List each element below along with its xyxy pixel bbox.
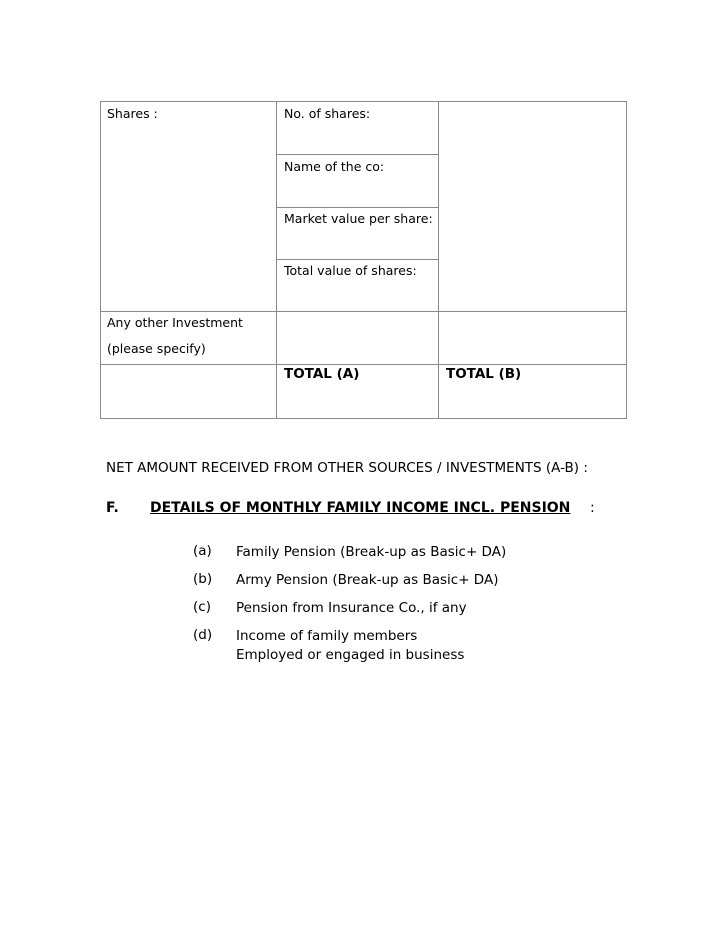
section-title: DETAILS OF MONTHLY FAMILY INCOME INCL. PENSION bbox=[150, 500, 571, 516]
list-item-marker: (b) bbox=[193, 571, 213, 587]
table-divider bbox=[276, 207, 438, 208]
other-investment-label: Any other Investment bbox=[107, 315, 243, 330]
other-investment-note: (please specify) bbox=[107, 341, 206, 356]
list-item-marker: (d) bbox=[193, 627, 213, 643]
list-item-marker: (c) bbox=[193, 599, 211, 615]
list-item-text-continued: Employed or engaged in business bbox=[236, 647, 465, 663]
market-value-label: Market value per share: bbox=[284, 211, 433, 226]
table-divider bbox=[101, 364, 626, 365]
net-amount-heading: NET AMOUNT RECEIVED FROM OTHER SOURCES / INVESTMENTS (A-B) : bbox=[106, 460, 588, 476]
no-of-shares-label: No. of shares: bbox=[284, 106, 371, 121]
list-item-marker: (a) bbox=[193, 543, 212, 559]
section-colon: : bbox=[590, 500, 595, 516]
company-name-label: Name of the co: bbox=[284, 159, 385, 174]
section-number: F. bbox=[106, 500, 119, 516]
table-divider bbox=[276, 154, 438, 155]
total-value-label: Total value of shares: bbox=[284, 263, 417, 278]
list-item-text: Army Pension (Break-up as Basic+ DA) bbox=[236, 572, 499, 588]
table-divider bbox=[276, 259, 438, 260]
shares-label: Shares : bbox=[107, 106, 158, 121]
list-item-text: Family Pension (Break-up as Basic+ DA) bbox=[236, 544, 507, 560]
list-item-text: Income of family members bbox=[236, 628, 418, 644]
total-b-label: TOTAL (B) bbox=[446, 366, 522, 382]
investment-table bbox=[100, 101, 627, 419]
table-divider bbox=[438, 102, 439, 418]
table-divider bbox=[276, 102, 277, 418]
list-item-text: Pension from Insurance Co., if any bbox=[236, 600, 467, 616]
table-divider bbox=[101, 311, 626, 312]
total-a-label: TOTAL (A) bbox=[284, 366, 360, 382]
